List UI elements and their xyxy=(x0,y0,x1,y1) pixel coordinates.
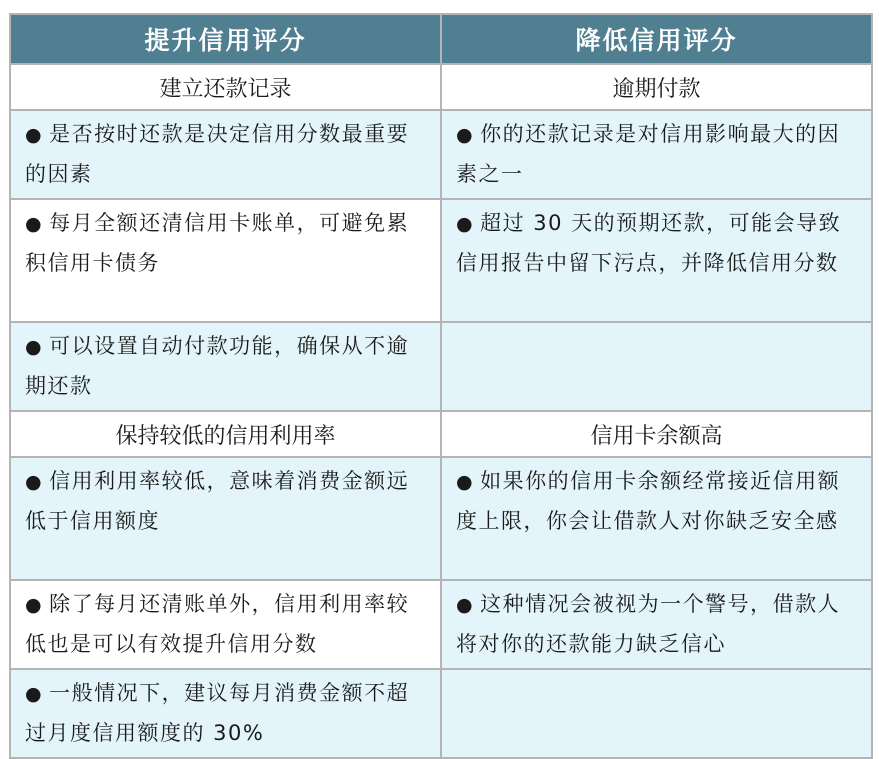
header-lower: 降低信用评分 xyxy=(441,14,872,64)
empty-cell xyxy=(441,669,872,758)
header-row xyxy=(10,14,872,64)
table-cell: ● 可以设置自动付款功能，确保从不逾期还款 xyxy=(10,322,441,411)
header-improve: 提升信用评分 xyxy=(10,14,441,64)
section-title-left: 建立还款记录 xyxy=(10,64,441,110)
bullet-icon: ● xyxy=(25,124,44,146)
table-row xyxy=(10,669,872,758)
section-title-left: 保持较低的信用利用率 xyxy=(10,411,441,457)
table-cell: ● 你的还款记录是对信用影响最大的因素之一 xyxy=(441,110,872,199)
table-row xyxy=(10,322,872,411)
table-cell: ● 除了每月还清账单外，信用利用率较低也是可以有效提升信用分数 xyxy=(10,580,441,669)
bullet-icon: ● xyxy=(456,594,475,616)
bullet-icon: ● xyxy=(25,683,44,705)
table-row xyxy=(10,580,872,669)
bullet-icon: ● xyxy=(456,124,475,146)
credit-score-table xyxy=(9,13,873,759)
section-title-row xyxy=(10,64,872,110)
section-title-row xyxy=(10,411,872,457)
table-cell: ● 一般情况下，建议每月消费金额不超过月度信用额度的 30% xyxy=(10,669,441,758)
table-row xyxy=(10,110,872,199)
table-row xyxy=(10,199,872,322)
table-row xyxy=(10,457,872,580)
table-cell: ● 是否按时还款是决定信用分数最重要的因素 xyxy=(10,110,441,199)
section-title-right: 逾期付款 xyxy=(441,64,872,110)
bullet-icon: ● xyxy=(25,471,44,493)
table-cell: ● 如果你的信用卡余额经常接近信用额度上限，你会让借款人对你缺乏安全感 xyxy=(441,457,872,580)
bullet-icon: ● xyxy=(456,471,475,493)
bullet-icon: ● xyxy=(25,213,44,235)
bullet-icon: ● xyxy=(25,594,44,616)
section-title-right: 信用卡余额高 xyxy=(441,411,872,457)
bullet-icon: ● xyxy=(25,336,44,358)
table-cell: ● 这种情况会被视为一个警号，借款人将对你的还款能力缺乏信心 xyxy=(441,580,872,669)
table-cell: ● 信用利用率较低，意味着消费金额远低于信用额度 xyxy=(10,457,441,580)
table-cell: ● 每月全额还清信用卡账单，可避免累积信用卡债务 xyxy=(10,199,441,322)
table-cell: ● 超过 30 天的预期还款，可能会导致信用报告中留下污点，并降低信用分数 xyxy=(441,199,872,322)
bullet-icon: ● xyxy=(456,213,475,235)
empty-cell xyxy=(441,322,872,411)
